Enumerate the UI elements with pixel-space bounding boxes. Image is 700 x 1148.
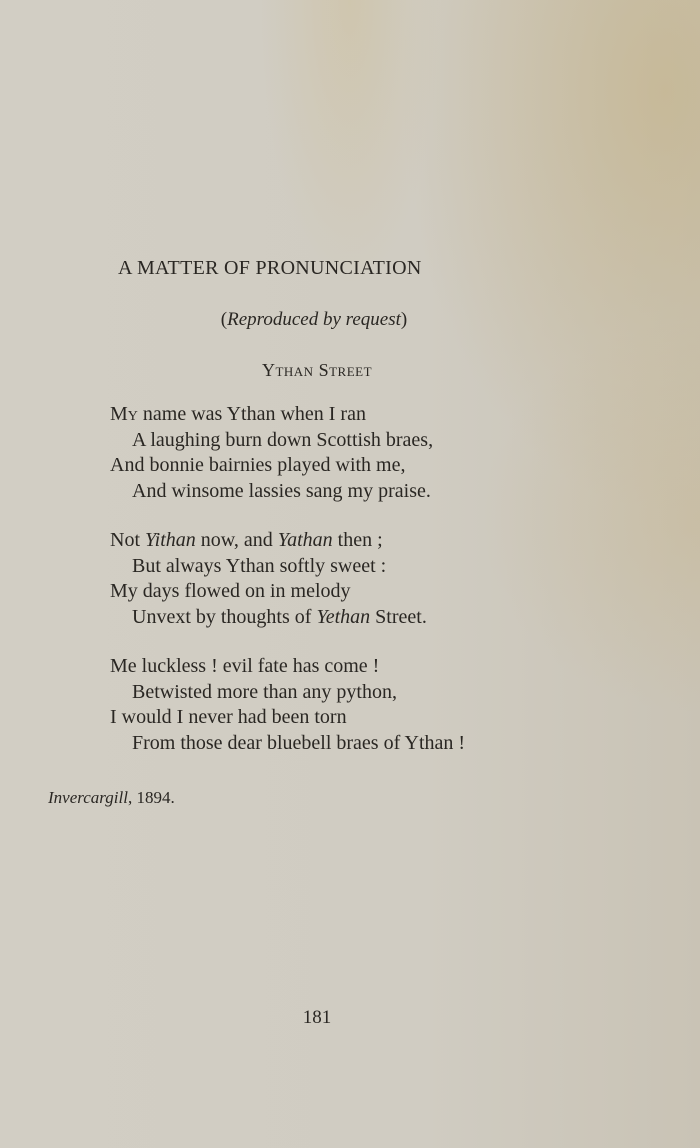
poem-title: Ythan Street xyxy=(261,360,373,380)
poem-line: And bonnie bairnies played with me, xyxy=(110,454,406,476)
poem-line-mid: now, and xyxy=(195,529,278,551)
place-name: Invercargill xyxy=(48,788,128,807)
poem-line: I would I never had been torn xyxy=(110,706,347,728)
poem-line-italic-yethan: Yethan xyxy=(316,605,371,628)
place-date xyxy=(48,788,175,808)
poem-line-rest: name was Ythan when I ran xyxy=(137,403,366,425)
subtitle-italic: Reproduced by request xyxy=(227,309,401,330)
poem-line xyxy=(110,402,433,428)
stanza-2 xyxy=(110,528,427,630)
place-year: , 1894. xyxy=(127,788,175,807)
poem-line-italic-yithan: Yithan xyxy=(145,529,196,551)
stanza-3 xyxy=(110,654,465,756)
poem-line: My days flowed on in melody xyxy=(110,580,351,602)
poem-line-first-word: My xyxy=(110,403,138,425)
subtitle-close-paren: ) xyxy=(400,309,408,330)
poem-line-pre: Unvext by thoughts of xyxy=(132,605,317,628)
subtitle-open-paren: ( xyxy=(220,309,228,330)
poem-line xyxy=(110,528,427,554)
page-title: A MATTER OF PRONUNCIATION xyxy=(118,257,422,279)
poem-line: And winsome lassies sang my praise. xyxy=(132,479,431,502)
poem-line-italic-yathan: Yathan xyxy=(277,529,333,551)
poem-line: Betwisted more than any python, xyxy=(132,680,397,703)
page-number: 181 xyxy=(302,1007,332,1028)
poem-line xyxy=(110,605,427,631)
poem-line: Me luckless ! evil fate has come ! xyxy=(110,655,380,677)
poem-line: From those dear bluebell braes of Ythan ! xyxy=(132,731,466,754)
stanza-1 xyxy=(110,402,433,504)
poem-line-post: Street. xyxy=(370,605,427,628)
subtitle xyxy=(0,309,628,331)
poem-line: But always Ythan softly sweet : xyxy=(132,554,387,577)
poem-line: A laughing burn down Scottish braes, xyxy=(132,428,434,451)
poem-line-post: then ; xyxy=(332,529,383,551)
poem-line-pre: Not xyxy=(110,529,145,551)
